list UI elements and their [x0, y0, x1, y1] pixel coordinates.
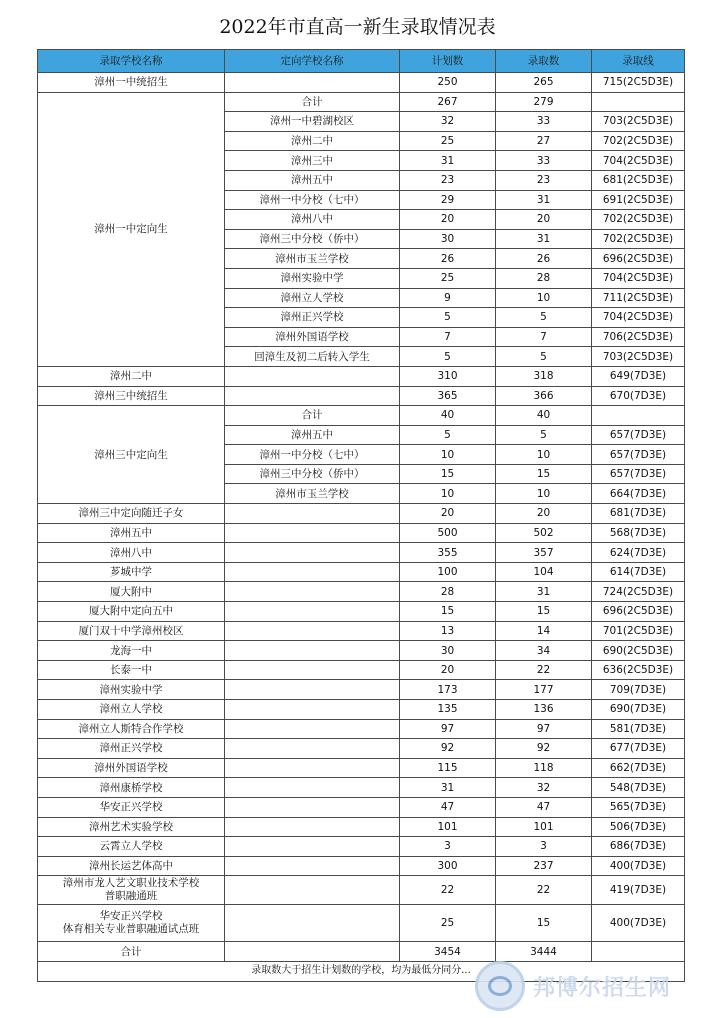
cell-sub-school: 漳州一中分校（七中） — [225, 445, 400, 465]
cell-plan: 173 — [400, 680, 496, 700]
cell-line: 703(2C5D3E) — [592, 347, 685, 367]
col-header-admit: 录取数 — [496, 50, 592, 73]
cell-line: 677(7D3E) — [592, 739, 685, 759]
cell-sub-school — [225, 876, 400, 905]
cell-school: 华安正兴学校 — [38, 797, 225, 817]
table-row — [38, 582, 685, 602]
cell-line: 657(7D3E) — [592, 445, 685, 465]
cell-line: 400(7D3E) — [592, 856, 685, 876]
cell-plan: 25 — [400, 905, 496, 942]
cell-line — [592, 942, 685, 962]
cell-admit: 97 — [496, 719, 592, 739]
cell-line: 649(7D3E) — [592, 366, 685, 386]
cell-plan: 101 — [400, 817, 496, 837]
cell-plan: 23 — [400, 170, 496, 190]
col-header-school: 录取学校名称 — [38, 50, 225, 73]
cell-plan: 310 — [400, 366, 496, 386]
cell-admit: 7 — [496, 327, 592, 347]
cell-sub-school — [225, 778, 400, 798]
cell-sub-school — [225, 856, 400, 876]
cell-plan: 355 — [400, 543, 496, 563]
cell-plan: 32 — [400, 112, 496, 132]
cell-line: 696(2C5D3E) — [592, 602, 685, 622]
cell-sub-school: 漳州三中分校（侨中） — [225, 464, 400, 484]
cell-plan: 22 — [400, 876, 496, 905]
table-row — [38, 641, 685, 661]
cell-sub-school — [225, 504, 400, 524]
cell-line: 701(2C5D3E) — [592, 621, 685, 641]
cell-plan: 92 — [400, 739, 496, 759]
cell-line: 691(2C5D3E) — [592, 190, 685, 210]
cell-sub-school — [225, 582, 400, 602]
cell-sub-school — [225, 758, 400, 778]
cell-school: 漳州立人学校 — [38, 700, 225, 720]
cell-line: 581(7D3E) — [592, 719, 685, 739]
cell-admit: 32 — [496, 778, 592, 798]
cell-admit: 5 — [496, 347, 592, 367]
table-row — [38, 621, 685, 641]
cell-sub-school: 漳州三中分校（侨中） — [225, 229, 400, 249]
cell-line: 400(7D3E) — [592, 905, 685, 942]
cell-admit: 104 — [496, 562, 592, 582]
cell-school-line2: 普职融通班 — [104, 890, 158, 903]
cell-school: 云霄立人学校 — [38, 837, 225, 857]
cell-admit: 136 — [496, 700, 592, 720]
cell-sub-school: 漳州立人学校 — [225, 288, 400, 308]
cell-school: 漳州外国语学校 — [38, 758, 225, 778]
cell-plan: 20 — [400, 210, 496, 230]
cell-admit: 318 — [496, 366, 592, 386]
cell-sub-school — [225, 386, 400, 406]
cell-admit: 40 — [496, 406, 592, 426]
cell-admit: 14 — [496, 621, 592, 641]
cell-plan: 20 — [400, 504, 496, 524]
cell-line: 704(2C5D3E) — [592, 151, 685, 171]
cell-school: 长泰一中 — [38, 660, 225, 680]
cell-admit: 357 — [496, 543, 592, 563]
cell-school: 漳州三中定向随迁子女 — [38, 504, 225, 524]
cell-total-admit: 3444 — [496, 942, 592, 962]
cell-plan: 40 — [400, 406, 496, 426]
cell-school: 漳州五中 — [38, 523, 225, 543]
cell-school: 漳州三中定向生 — [38, 406, 225, 504]
cell-sub-school — [225, 562, 400, 582]
cell-sub-school: 漳州市玉兰学校 — [225, 484, 400, 504]
table-row — [38, 386, 685, 406]
cell-line: 506(7D3E) — [592, 817, 685, 837]
cell-school: 厦大附中 — [38, 582, 225, 602]
cell-line: 664(7D3E) — [592, 484, 685, 504]
cell-admit: 502 — [496, 523, 592, 543]
cell-admit: 26 — [496, 249, 592, 269]
cell-plan: 13 — [400, 621, 496, 641]
cell-sub-school: 漳州三中 — [225, 151, 400, 171]
col-header-sub-school: 定向学校名称 — [225, 50, 400, 73]
cell-plan: 9 — [400, 288, 496, 308]
table-row — [38, 719, 685, 739]
cell-admit: 20 — [496, 210, 592, 230]
table-row — [38, 602, 685, 622]
cell-sub-school: 合计 — [225, 92, 400, 112]
cell-admit: 47 — [496, 797, 592, 817]
cell-line: 565(7D3E) — [592, 797, 685, 817]
cell-sub-school — [225, 905, 400, 942]
cell-admit: 31 — [496, 190, 592, 210]
cell-admit: 118 — [496, 758, 592, 778]
cell-sub-school — [225, 817, 400, 837]
table-row — [38, 504, 685, 524]
cell-sub-school: 漳州正兴学校 — [225, 308, 400, 328]
table-row — [38, 797, 685, 817]
table-row — [38, 905, 685, 942]
table-row — [38, 739, 685, 759]
cell-sub-school: 漳州一中分校（七中） — [225, 190, 400, 210]
cell-admit: 3 — [496, 837, 592, 857]
cell-plan: 100 — [400, 562, 496, 582]
table-row — [38, 562, 685, 582]
cell-plan: 10 — [400, 445, 496, 465]
table-row — [38, 817, 685, 837]
cell-plan: 30 — [400, 229, 496, 249]
site-watermark — [475, 962, 705, 1010]
cell-sub-school: 漳州八中 — [225, 210, 400, 230]
cell-admit: 33 — [496, 112, 592, 132]
table-row — [38, 92, 685, 112]
cell-admit: 34 — [496, 641, 592, 661]
cell-admit: 177 — [496, 680, 592, 700]
table-row — [38, 700, 685, 720]
cell-line: 690(2C5D3E) — [592, 641, 685, 661]
table-row — [38, 543, 685, 563]
cell-line: 624(7D3E) — [592, 543, 685, 563]
cell-total-label: 合计 — [38, 942, 225, 962]
cell-plan: 300 — [400, 856, 496, 876]
cell-school: 漳州三中统招生 — [38, 386, 225, 406]
cell-line: 704(2C5D3E) — [592, 268, 685, 288]
cell-line: 711(2C5D3E) — [592, 288, 685, 308]
cell-line: 419(7D3E) — [592, 876, 685, 905]
cell-school: 漳州康桥学校 — [38, 778, 225, 798]
page-title: 2022年市直高一新生录取情况表 — [219, 16, 496, 38]
cell-sub-school — [225, 641, 400, 661]
cell-school: 漳州一中统招生 — [38, 73, 225, 93]
cell-plan: 15 — [400, 602, 496, 622]
table-row — [38, 523, 685, 543]
cell-line: 657(7D3E) — [592, 464, 685, 484]
cell-sub-school: 漳州市玉兰学校 — [225, 249, 400, 269]
cell-school-line2: 体育相关专业普职融通试点班 — [62, 923, 200, 936]
table-row — [38, 856, 685, 876]
cell-plan: 28 — [400, 582, 496, 602]
cell-admit: 22 — [496, 660, 592, 680]
cell-line: 706(2C5D3E) — [592, 327, 685, 347]
cell-sub-school — [225, 942, 400, 962]
cell-plan: 97 — [400, 719, 496, 739]
cell-plan: 10 — [400, 484, 496, 504]
cell-admit: 15 — [496, 602, 592, 622]
col-header-line: 录取线 — [592, 50, 685, 73]
cell-sub-school — [225, 602, 400, 622]
cell-school: 厦大附中定向五中 — [38, 602, 225, 622]
cell-admit: 27 — [496, 131, 592, 151]
cell-school: 厦门双十中学漳州校区 — [38, 621, 225, 641]
cell-plan: 5 — [400, 308, 496, 328]
cell-sub-school — [225, 700, 400, 720]
cell-sub-school — [225, 660, 400, 680]
cell-admit: 5 — [496, 425, 592, 445]
cell-admit: 23 — [496, 170, 592, 190]
cell-plan: 26 — [400, 249, 496, 269]
cell-admit: 237 — [496, 856, 592, 876]
cell-line: 724(2C5D3E) — [592, 582, 685, 602]
cell-line: 702(2C5D3E) — [592, 131, 685, 151]
admission-table — [37, 49, 685, 982]
col-header-plan: 计划数 — [400, 50, 496, 73]
cell-line: 548(7D3E) — [592, 778, 685, 798]
cell-plan: 500 — [400, 523, 496, 543]
cell-sub-school: 漳州五中 — [225, 425, 400, 445]
cell-plan: 135 — [400, 700, 496, 720]
cell-admit: 10 — [496, 445, 592, 465]
cell-plan: 20 — [400, 660, 496, 680]
cell-admit: 366 — [496, 386, 592, 406]
cell-sub-school — [225, 797, 400, 817]
cell-sub-school — [225, 621, 400, 641]
cell-admit: 10 — [496, 288, 592, 308]
cell-sub-school: 漳州实验中学 — [225, 268, 400, 288]
cell-sub-school — [225, 719, 400, 739]
cell-admit: 92 — [496, 739, 592, 759]
cell-school: 漳州艺术实验学校 — [38, 817, 225, 837]
table-row — [38, 680, 685, 700]
cell-sub-school: 漳州二中 — [225, 131, 400, 151]
total-row — [38, 942, 685, 962]
cell-line: 657(7D3E) — [592, 425, 685, 445]
cell-line: 696(2C5D3E) — [592, 249, 685, 269]
cell-plan: 31 — [400, 151, 496, 171]
cell-admit: 15 — [496, 464, 592, 484]
table-row — [38, 366, 685, 386]
cell-sub-school: 漳州外国语学校 — [225, 327, 400, 347]
cell-admit: 28 — [496, 268, 592, 288]
cell-line: 702(2C5D3E) — [592, 210, 685, 230]
cell-school-line1: 漳州市龙人艺文职业技术学校 — [62, 877, 200, 890]
cell-school-line1: 华安正兴学校 — [99, 910, 163, 923]
cell-plan: 267 — [400, 92, 496, 112]
table-row — [38, 837, 685, 857]
cell-plan: 30 — [400, 641, 496, 661]
cell-line: 703(2C5D3E) — [592, 112, 685, 132]
cell-admit: 20 — [496, 504, 592, 524]
cell-plan: 115 — [400, 758, 496, 778]
cell-school: 漳州实验中学 — [38, 680, 225, 700]
cell-sub-school — [225, 739, 400, 759]
table-row — [38, 73, 685, 93]
cell-school: 漳州八中 — [38, 543, 225, 563]
cell-line: 681(7D3E) — [592, 504, 685, 524]
cell-admit: 15 — [496, 905, 592, 942]
cell-sub-school: 漳州一中碧湖校区 — [225, 112, 400, 132]
cell-school: 漳州二中 — [38, 366, 225, 386]
cell-plan: 365 — [400, 386, 496, 406]
cell-plan: 29 — [400, 190, 496, 210]
cell-school: 漳州正兴学校 — [38, 739, 225, 759]
cell-sub-school — [225, 680, 400, 700]
cell-line: 636(2C5D3E) — [592, 660, 685, 680]
cell-plan: 15 — [400, 464, 496, 484]
cell-plan: 5 — [400, 425, 496, 445]
cell-line: 690(7D3E) — [592, 700, 685, 720]
cell-plan: 47 — [400, 797, 496, 817]
cell-admit: 101 — [496, 817, 592, 837]
cell-sub-school — [225, 523, 400, 543]
cell-sub-school — [225, 366, 400, 386]
cell-plan: 25 — [400, 268, 496, 288]
cell-sub-school: 合计 — [225, 406, 400, 426]
cell-sub-school — [225, 543, 400, 563]
site-logo-icon — [475, 961, 525, 1011]
cell-line: 568(7D3E) — [592, 523, 685, 543]
cell-line: 686(7D3E) — [592, 837, 685, 857]
cell-school: 龙海一中 — [38, 641, 225, 661]
table-row — [38, 778, 685, 798]
table-row — [38, 660, 685, 680]
cell-line: 715(2C5D3E) — [592, 73, 685, 93]
cell-school: 漳州立人斯特合作学校 — [38, 719, 225, 739]
cell-plan: 3 — [400, 837, 496, 857]
cell-school — [38, 905, 225, 942]
cell-sub-school — [225, 837, 400, 857]
cell-plan: 5 — [400, 347, 496, 367]
cell-total-plan: 3454 — [400, 942, 496, 962]
table-row — [38, 406, 685, 426]
cell-admit: 22 — [496, 876, 592, 905]
cell-school — [38, 876, 225, 905]
cell-admit: 265 — [496, 73, 592, 93]
footnote: 录取数大于招生计划数的学校，均为最低分同分... — [38, 961, 685, 981]
cell-school: 漳州长运艺体高中 — [38, 856, 225, 876]
cell-plan: 7 — [400, 327, 496, 347]
cell-admit: 279 — [496, 92, 592, 112]
cell-sub-school — [225, 73, 400, 93]
cell-admit: 33 — [496, 151, 592, 171]
cell-line: 709(7D3E) — [592, 680, 685, 700]
cell-sub-school: 回漳生及初二后转入学生 — [225, 347, 400, 367]
cell-line: 702(2C5D3E) — [592, 229, 685, 249]
table-row — [38, 876, 685, 905]
cell-plan: 31 — [400, 778, 496, 798]
table-header-row — [38, 50, 685, 73]
cell-plan: 250 — [400, 73, 496, 93]
cell-line — [592, 92, 685, 112]
cell-line: 614(7D3E) — [592, 562, 685, 582]
cell-school: 漳州一中定向生 — [38, 92, 225, 366]
cell-line: 662(7D3E) — [592, 758, 685, 778]
cell-line: 681(2C5D3E) — [592, 170, 685, 190]
cell-line: 704(2C5D3E) — [592, 308, 685, 328]
cell-line — [592, 406, 685, 426]
cell-admit: 31 — [496, 229, 592, 249]
cell-admit: 31 — [496, 582, 592, 602]
cell-admit: 5 — [496, 308, 592, 328]
cell-school: 芗城中学 — [38, 562, 225, 582]
cell-line: 670(7D3E) — [592, 386, 685, 406]
cell-sub-school: 漳州五中 — [225, 170, 400, 190]
watermark-text: 邦博尔招生网 — [533, 975, 672, 1001]
cell-plan: 25 — [400, 131, 496, 151]
table-row — [38, 758, 685, 778]
cell-admit: 10 — [496, 484, 592, 504]
